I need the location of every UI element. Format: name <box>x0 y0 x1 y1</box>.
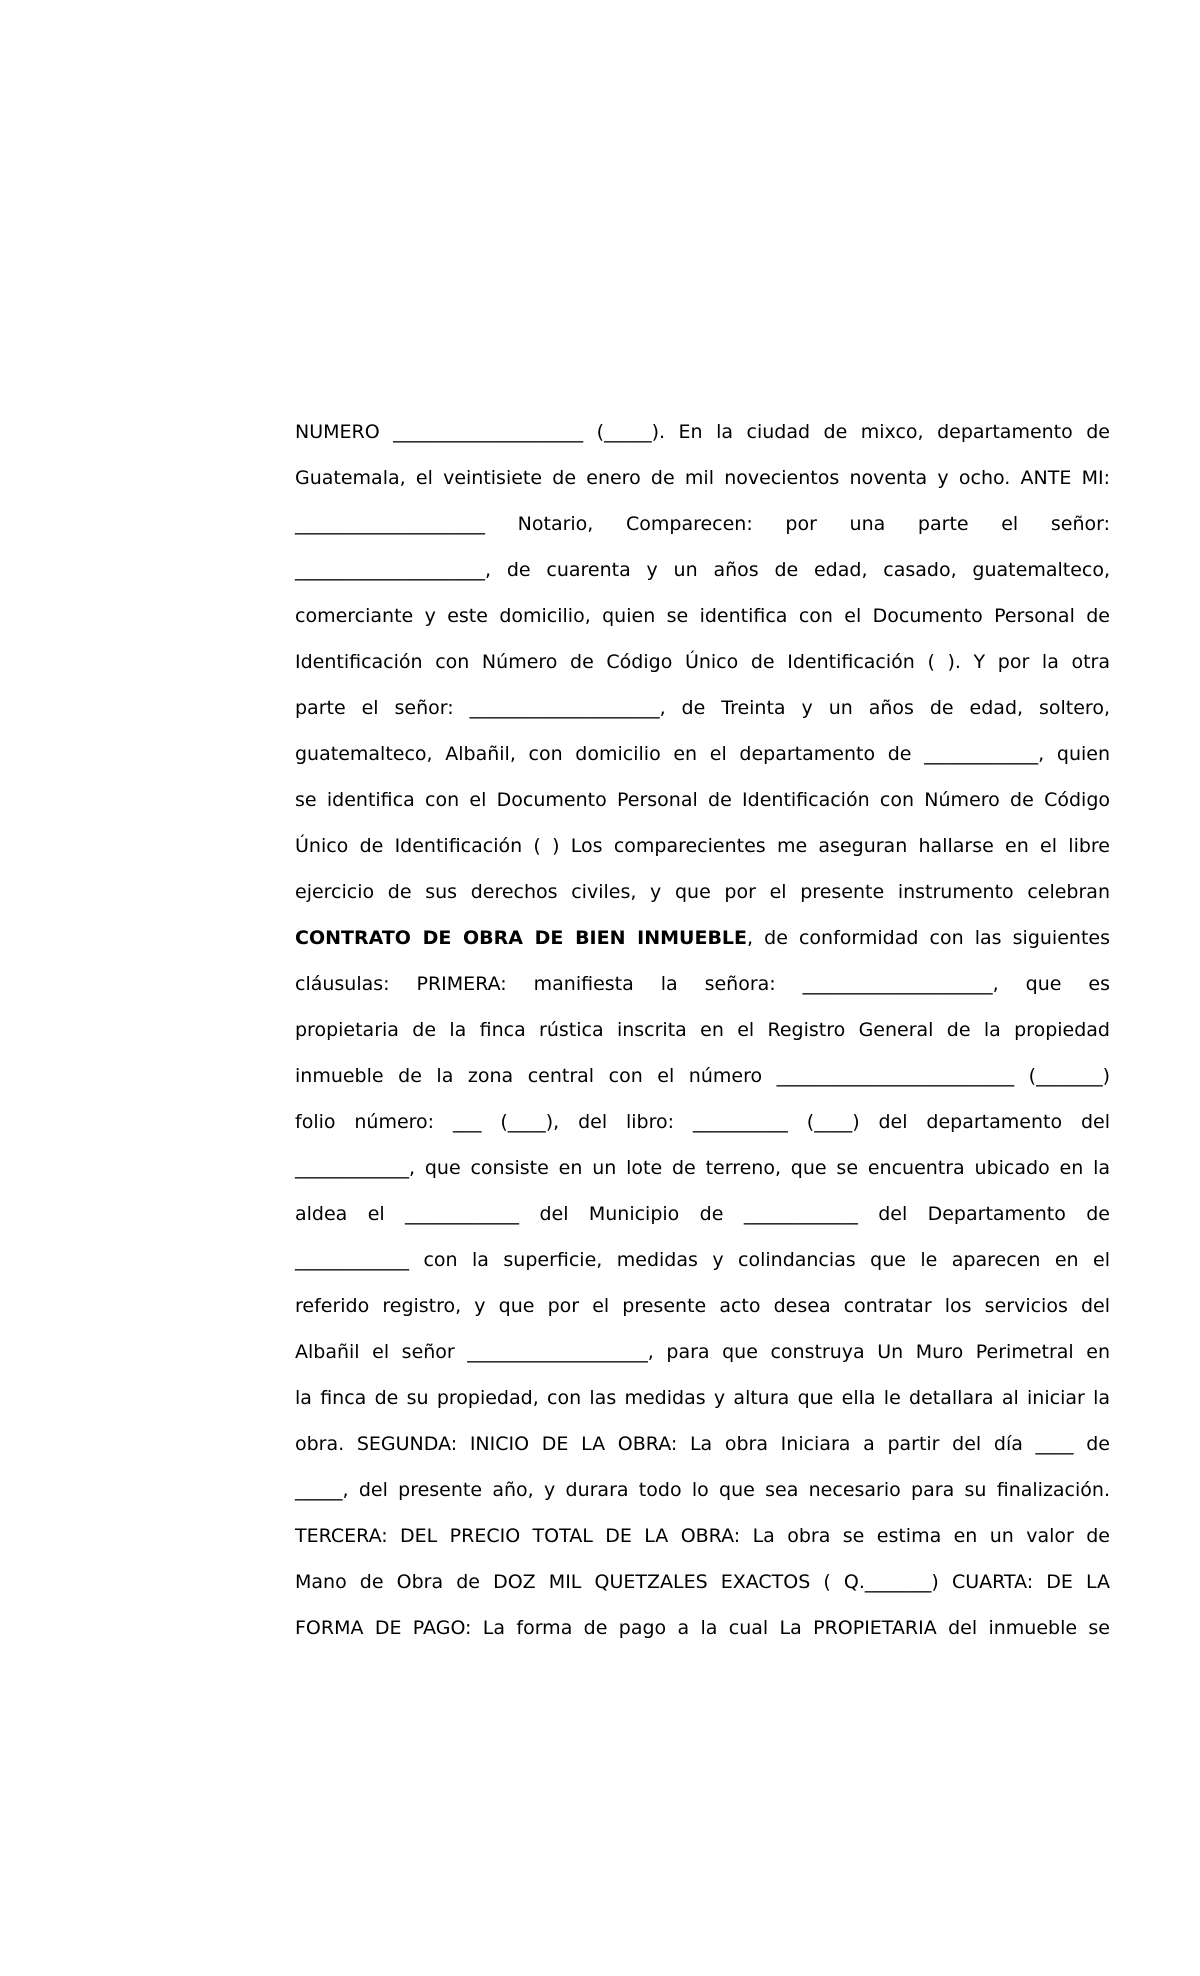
document-line-23: obra. SEGUNDA: INICIO DE LA OBRA: La obra Iniciara a partir del día ____ de <box>295 1433 1110 1455</box>
document-line-20: referido registro, y que por el presente acto desea contratar los servicios del <box>295 1295 1110 1317</box>
contract-title: CONTRATO DE OBRA DE BIEN INMUEBLE <box>295 927 748 949</box>
document-line-16: folio número: ___ (____), del libro: __________ (____) del departamento del <box>295 1111 1110 1133</box>
document-line-14: propietaria de la finca rústica inscrita en el Registro General de la propiedad <box>295 1019 1110 1041</box>
document-line-7: parte el señor: ____________________, de Treinta y un años de edad, soltero, <box>295 697 1110 719</box>
document-line-9: se identifica con el Documento Personal de Identificación con Número de Código <box>295 789 1110 811</box>
document-line-2: Guatemala, el veintisiete de enero de mil novecientos noventa y ocho. ANTE MI: <box>295 467 1110 489</box>
contract-title-tail: , de conformidad con las siguientes <box>747 927 1110 949</box>
document-line-27: FORMA DE PAGO: La forma de pago a la cual La PROPIETARIA del inmueble se <box>295 1617 1110 1639</box>
document-line-17: ____________, que consiste en un lote de terreno, que se encuentra ubicado en la <box>295 1157 1110 1179</box>
document-line-3: ____________________ Notario, Comparecen: por una parte el señor: <box>295 513 1110 535</box>
document-line-13: cláusulas: PRIMERA: manifiesta la señora: ____________________, que es <box>295 973 1110 995</box>
document-body <box>295 409 1110 1651</box>
document-line-26: Mano de Obra de DOZ MIL QUETZALES EXACTOS ( Q._______) CUARTA: DE LA <box>295 1571 1110 1593</box>
document-line-24: _____, del presente año, y durara todo lo que sea necesario para su finalización. <box>295 1479 1110 1501</box>
document-line-15: inmueble de la zona central con el número _________________________ (_______) <box>295 1065 1110 1087</box>
document-line-8: guatemalteco, Albañil, con domicilio en el departamento de ____________, quien <box>295 743 1110 765</box>
document-line-18: aldea el ____________ del Municipio de ____________ del Departamento de <box>295 1203 1110 1225</box>
document-line-4: ____________________, de cuarenta y un años de edad, casado, guatemalteco, <box>295 559 1110 581</box>
document-line-11: ejercicio de sus derechos civiles, y que por el presente instrumento celebran <box>295 881 1110 903</box>
document-line-10: Único de Identificación ( ) Los comparecientes me aseguran hallarse en el libre <box>295 835 1110 857</box>
document-line-6: Identificación con Número de Código Único de Identificación ( ). Y por la otra <box>295 651 1110 673</box>
document-line-5: comerciante y este domicilio, quien se identifica con el Documento Personal de <box>295 605 1110 627</box>
document-line-21: Albañil el señor ___________________, para que construya Un Muro Perimetral en <box>295 1341 1110 1363</box>
document-line-25: TERCERA: DEL PRECIO TOTAL DE LA OBRA: La obra se estima en un valor de <box>295 1525 1110 1547</box>
document-line-22: la finca de su propiedad, con las medidas y altura que ella le detallara al iniciar la <box>295 1387 1110 1409</box>
document-line-contract-title <box>295 915 1110 961</box>
document-line-19: ____________ con la superficie, medidas y colindancias que le aparecen en el <box>295 1249 1110 1271</box>
document-line-1: NUMERO ____________________ (_____). En la ciudad de mixco, departamento de <box>295 421 1110 443</box>
